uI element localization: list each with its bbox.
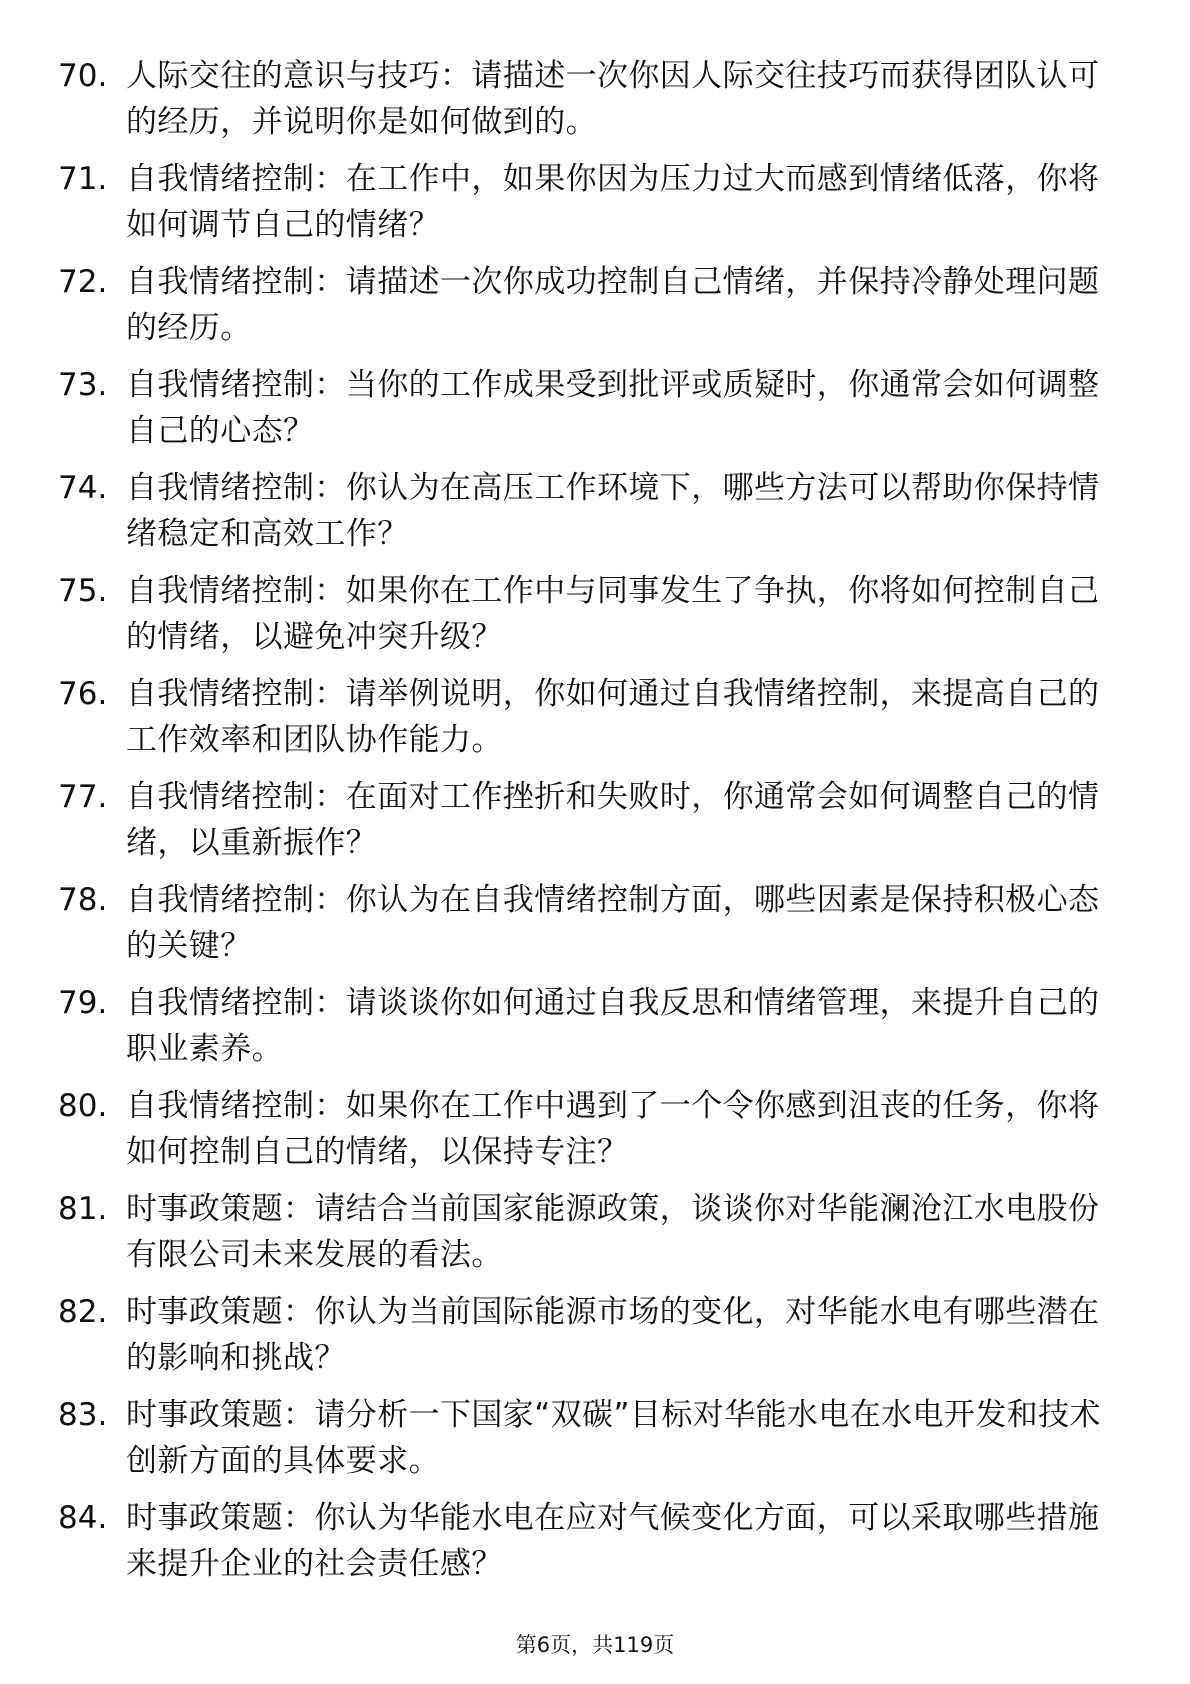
item-number: 75.	[58, 573, 108, 609]
list-item	[58, 671, 1130, 774]
item-text: 自我情绪控制：在面对工作挫折和失败时，你通常会如何调整自己的情绪，以重新振作？	[126, 779, 1100, 861]
list-item	[58, 1289, 1130, 1392]
item-text: 自我情绪控制：如果你在工作中遇到了一个令你感到沮丧的任务，你将如何控制自己的情绪，以保持专注？	[126, 1088, 1100, 1170]
item-number: 81.	[58, 1191, 108, 1227]
item-number: 80.	[58, 1088, 108, 1124]
list-item	[58, 980, 1130, 1083]
list-item	[58, 53, 1130, 156]
item-number: 79.	[58, 985, 108, 1021]
list-item	[58, 156, 1130, 259]
item-number: 73.	[58, 367, 108, 403]
item-text: 自我情绪控制：请谈谈你如何通过自我反思和情绪管理，来提升自己的职业素养。	[126, 985, 1100, 1067]
item-text: 时事政策题：你认为华能水电在应对气候变化方面，可以采取哪些措施来提升企业的社会责任感？	[126, 1500, 1100, 1582]
item-text: 时事政策题：你认为当前国际能源市场的变化，对华能水电有哪些潜在的影响和挑战？	[126, 1294, 1100, 1376]
item-number: 77.	[58, 779, 108, 815]
item-text: 自我情绪控制：在工作中，如果你因为压力过大而感到情绪低落，你将如何调节自己的情绪？	[126, 161, 1100, 243]
item-text: 时事政策题：请结合当前国家能源政策，谈谈你对华能澜沧江水电股份有限公司未来发展的看法。	[126, 1191, 1100, 1273]
list-item	[58, 568, 1130, 671]
list-item	[58, 774, 1130, 877]
item-text: 自我情绪控制：请举例说明，你如何通过自我情绪控制，来提高自己的工作效率和团队协作能力。	[126, 676, 1100, 758]
list-item	[58, 1392, 1130, 1495]
list-item	[58, 465, 1130, 568]
item-number: 76.	[58, 676, 108, 712]
item-text: 自我情绪控制：当你的工作成果受到批评或质疑时，你通常会如何调整自己的心态？	[126, 367, 1100, 449]
page-footer: 第6页，共119页	[515, 1633, 675, 1657]
item-number: 74.	[58, 470, 108, 506]
item-text: 人际交往的意识与技巧：请描述一次你因人际交往技巧而获得团队认可的经历，并说明你是如何做到的。	[126, 58, 1100, 140]
question-list	[58, 53, 1130, 1598]
item-number: 70.	[58, 58, 108, 94]
item-text: 时事政策题：请分析一下国家“双碳”目标对华能水电在水电开发和技术创新方面的具体要求。	[126, 1397, 1101, 1479]
item-number: 71.	[58, 161, 108, 197]
list-item	[58, 1495, 1130, 1598]
item-number: 83.	[58, 1397, 108, 1433]
item-number: 78.	[58, 882, 108, 918]
item-text: 自我情绪控制：你认为在高压工作环境下，哪些方法可以帮助你保持情绪稳定和高效工作？	[126, 470, 1100, 552]
item-text: 自我情绪控制：如果你在工作中与同事发生了争执，你将如何控制自己的情绪，以避免冲突升级？	[126, 573, 1100, 655]
item-number: 84.	[58, 1500, 108, 1536]
item-number: 82.	[58, 1294, 108, 1330]
list-item	[58, 1083, 1130, 1186]
list-item	[58, 877, 1130, 980]
item-number: 72.	[58, 264, 108, 300]
list-item	[58, 362, 1130, 465]
list-item	[58, 1186, 1130, 1289]
item-text: 自我情绪控制：你认为在自我情绪控制方面，哪些因素是保持积极心态的关键？	[126, 882, 1100, 964]
item-text: 自我情绪控制：请描述一次你成功控制自己情绪，并保持冷静处理问题的经历。	[126, 264, 1100, 346]
list-item	[58, 259, 1130, 362]
